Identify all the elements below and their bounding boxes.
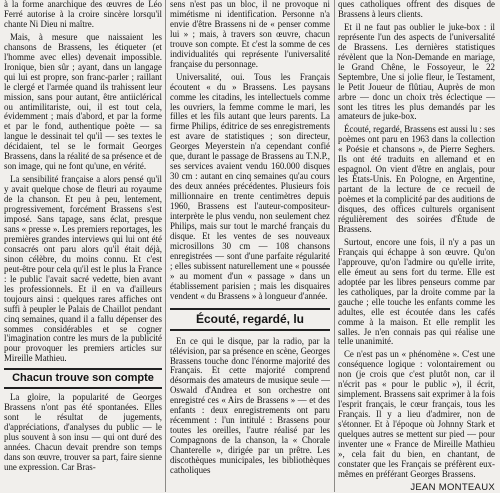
paragraph: La sensibilité française a alors pensé qu'il y avait quelque chose de fleuri au royaume de la chanson. Et peu à peu, lentement, progressivement, forcément Brassens s'est imposé. Sans tapage, sans éclat, presque sans « presse ». Les premiers reportages, les premières grandes interviews qui lui ont été consacrés ont paru alors qu'il était déjà, sinon célèbre, du moins connu. Et c'est peut-être pour cela qu'il est le plus la France : le public l'avait sacré vedette, bien avant les professionnels. Et il en va d'ailleurs toujours ainsi : quelques rares affiches ont suffi à peupler le Palais de Chaillot pendant cinq semaines, quand il a fallu dépenser des sommes considérables et se cogner l'imagination contre les murs de la publicité pour provoquer les premiers articles sur Mireille Mathieu. xyxy=(4,174,162,364)
column-middle xyxy=(170,0,330,492)
column-right xyxy=(338,0,495,492)
paragraph: à la forme anarchique des œuvres de Léo Ferré autorise à la croire sincère lorsqu'il chante Ni Dieu ni maître. xyxy=(4,0,162,29)
paragraph: La gloire, la popularité de Georges Brassens n'ont pas été spontanées. Elles sont le résultat de jugements, d'appréciations, d'analyses du public — le plus souvent à son insu — qui ont duré des années. Chacun devait prendre son temps dans son œuvre, trouver sa part, faire sienne une expression. Car Bras- xyxy=(4,392,162,472)
paragraph: En ce qui le disque, par la radio, par la télévision, par sa présence en scène, Georges Brassens touche donc l'énorme majorité des Français. Et cette majorité comprend désormais des amateurs de musique seule — Oswald d'Andrea et son orchestre ont enregistré ces « Airs de Brassens » — et des enfants : deux enregistrements ont paru récemment : l'un intitulé : Brassens pour toutes les oreilles, l'autre réalisé par les Compagnons de la chanson, la « Chorale Chanterelle », dirigée par un prêtre. Les discothèques municipales, les bibliothèques catholiques xyxy=(170,335,330,475)
section-headline: Écouté, regardé, lu xyxy=(170,308,330,331)
section-headline: Chacun trouve son compte xyxy=(4,368,162,389)
paragraph: Écouté, regardé, Brassens est aussi lu : ses poèmes ont paru en 1963 dans la collection « Poésie et chansons », de Pierre Seghers. Ils ont été traduits en allemand et en espagnol. On vient d'être en anglais, pour les États-Unis. En Pologne, en Argentine, partant de la lecture de ce recueil de poèmes et la complicité par des auditions de disques, des offices culturels organisent régulièrement des soirées d'Étude de Brassens. xyxy=(338,124,495,234)
paragraph: sens n'est pas un bloc, il ne provoque ni mimétisme ni identification. Personne n'a envie d'être Brassens ni de « penser comme lui » ; mais, à travers son œuvre, chacun trouve son compte. Et c'est la somme de ces individualités qui représente l'universalité française du personnage. xyxy=(170,0,330,69)
paragraph: Universalité, oui. Tous les Français écoutent « du » Brassens. Les paysans comme les citadins, les intellectuels comme les ouvriers, la femme comme le mari, les filles et les fils autant que leurs parents. La firme Philips, éditrice de ses enregistrements est avare de statistiques ; son directeur, Georges Meyerstein n'a cependant confié que, durant le passage de Brassens au T.N.P., ses services avaient vendu 160.000 disques 30 cm : autant en cinq semaines qu'au cours des deux années précédentes. Plusieurs fois millionnaire en trente centimètres depuis 1960, Brassens est l'auteur-compositeur-interprète le plus vendu, non seulement chez Philips, mais sur tout le marché français du disque. Et les ventes de ses nouveaux microsillons 30 cm — 108 chansons enregistrées — sont d'une parfaite régularité ; elles subissent naturellement une « poussée » au moment d'un « passage » dans un établissement parisien ; mais les disquaires vendent « du Brassens » à longueur d'année. xyxy=(170,71,330,301)
column-divider xyxy=(334,0,335,492)
paragraph: Surtout, encore une fois, il n'y a pas un Français qui échappe à son œuvre. Qu'on l'approuve, qu'on l'admire ou qu'elle irrite, elle émeut au sens fort du terme. Elle est adoptée par les libres penseurs comme par les catholiques, par la droite comme par la gauche ; elle touche les enfants comme les adultes, elle est écoutée dans les cafés comme à la maison. Et elle remplit les salles. Je n'en connais pas qui réalise une telle unanimité. xyxy=(338,236,495,347)
paragraph: Mais, à mesure que naissaient les chansons de Brassens, les étiqueter (et l'homme avec elles) devenait impossible. Ironique, bien sûr ; ayant, dans un langage qui lui est propre, son franc-parler ; raillant le clergé et l'armée quand ils trahissent leur mission, sans pour autant, être antiiclérical ou antimilitariste, oui, il est tout cela, évidemment ; mais d'abord, et par la forme et par le fond, authentique poète — sa langue le dessinait tel qu'il — ses textes le décidaient, tel se le formait Georges Brassens, dans la réalité de sa présence et de son image, qui ne font qu'une, en vérité. xyxy=(4,31,162,172)
paragraph: Et il ne faut pas oublier le juke-box : il représente l'un des aspects de l'universalité de Brassens. Les dernières statistiques révèlent que la Non-Demande en mariage, le Grand Chêne, le Fossoyeur, le 22 Septembre, Une si jolie fleur, le Testament, le Petit Joueur de flûtiau, Auprès de mon arbre — donc un choix très éclectique — sont les titres les plus demandés par les amateurs de juke-box. xyxy=(338,21,495,122)
paragraph: ques catholiques offrent des disques de Brassens à leurs clients. xyxy=(338,0,495,19)
column-left xyxy=(4,0,162,492)
author-signature: JEAN MONTEAUX xyxy=(410,481,495,493)
column-divider xyxy=(165,0,166,492)
paragraph: Ce n'est pas un « phénomène ». C'est une conséquence logique : volontairement ou non (je crois que c'est plutôt non, car il n'écrit pas « pour le public »), il écrit, simplement. Brassens sait exprimer à la fois l'esprit français, le cœur français, tous les Français. Il y a lieu d'admirer, non de s'étonner. Et à l'époque où Johnny Stark et quelques autres se mettent sur pied — pour inventer une « France de Mireille Mathieu », cela fait du bien, en chantant, de constater que les Français se préfèrent eux-mêmes en préférant Georges Brassens. xyxy=(338,349,495,479)
